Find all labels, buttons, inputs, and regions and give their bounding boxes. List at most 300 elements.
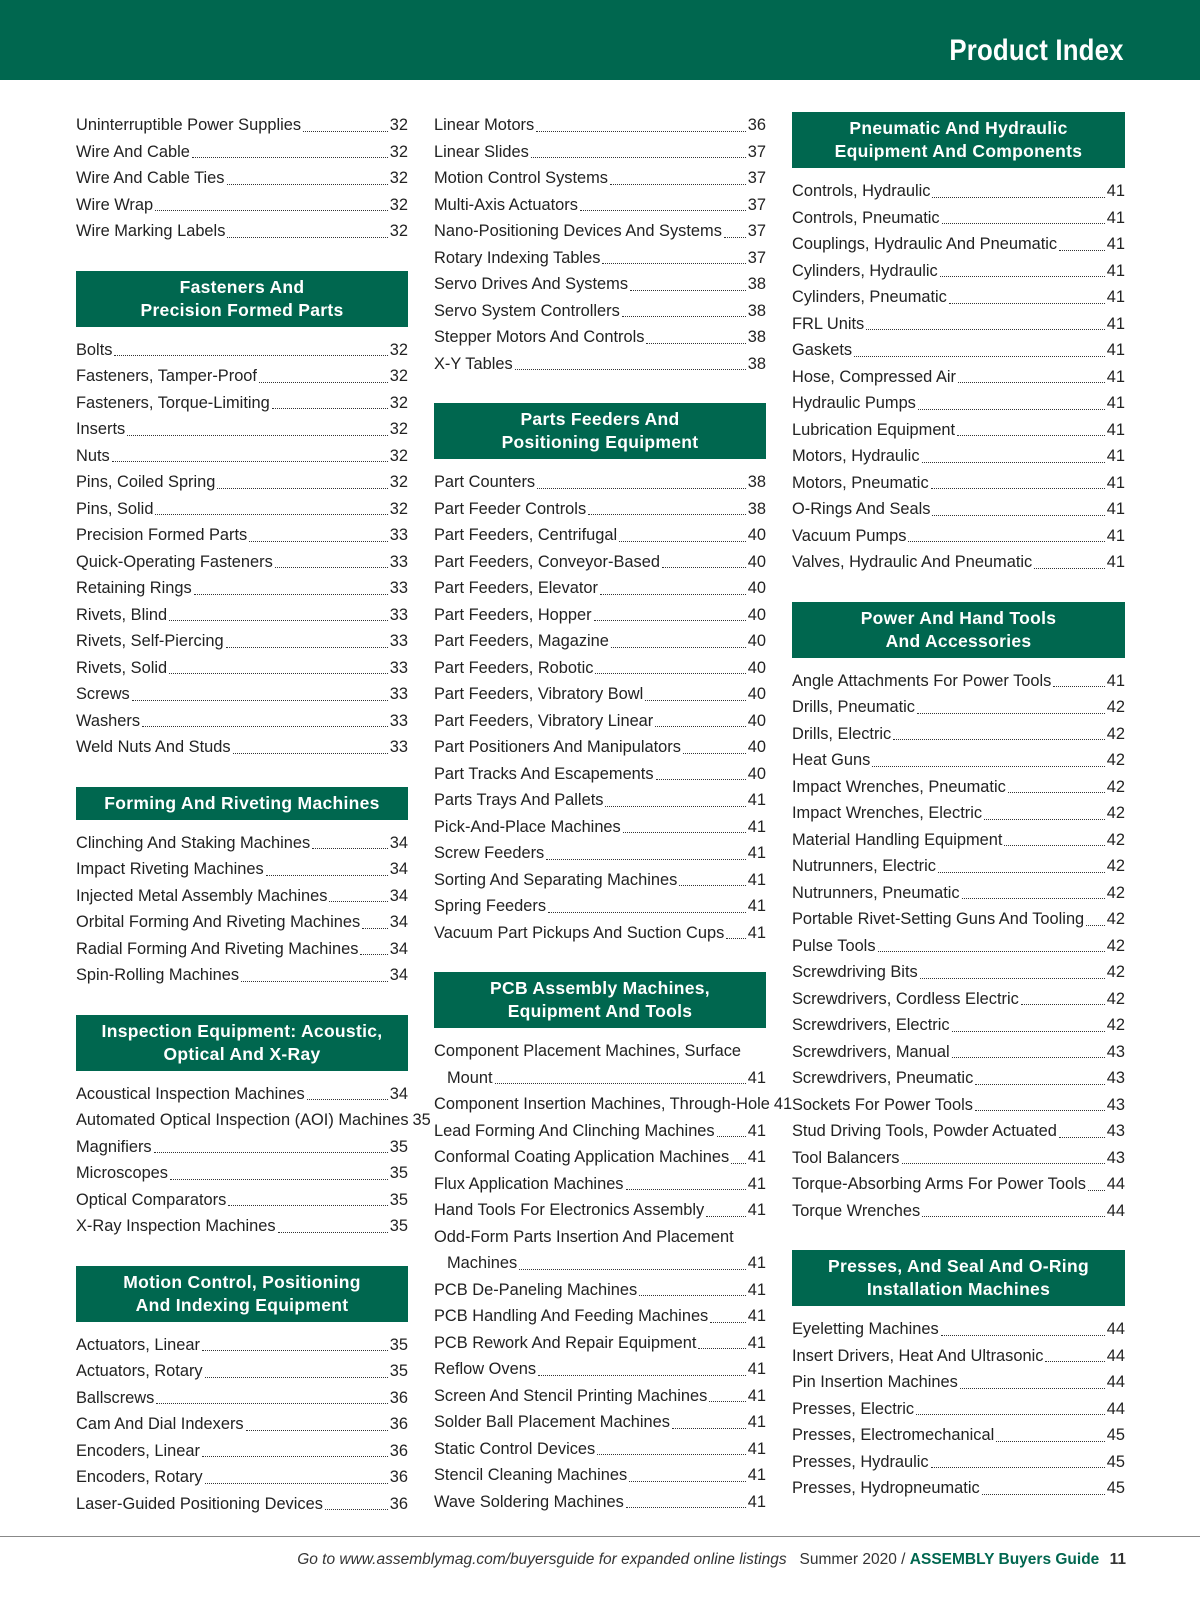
section-header-line: Parts Feeders And <box>520 409 680 429</box>
index-entry-name: Torque Wrenches <box>792 1201 921 1220</box>
section-header <box>792 112 1125 168</box>
dot-leader <box>580 210 746 211</box>
index-entry-page: 41 <box>1106 526 1125 545</box>
dot-leader <box>202 1456 388 1457</box>
dot-leader <box>1021 1004 1105 1005</box>
index-entry <box>792 1198 1125 1225</box>
index-entry-name: Gaskets <box>792 341 853 359</box>
index-entry-page: 40 <box>747 526 766 544</box>
index-entry <box>434 1065 766 1092</box>
index-entry-page: 42 <box>1106 883 1125 902</box>
dot-leader <box>672 1428 746 1429</box>
dot-leader <box>917 713 1105 714</box>
index-entry <box>434 814 766 841</box>
index-entry-page: 41 <box>747 1121 766 1140</box>
index-entry <box>434 575 766 602</box>
index-entry-name: Fasteners, Tamper-Proof <box>76 367 257 385</box>
index-entry <box>792 1118 1125 1145</box>
dot-leader <box>205 1377 388 1378</box>
section-header <box>434 403 766 459</box>
index-entry-name: Quick-Operating Fasteners <box>76 552 273 571</box>
index-entry <box>434 1091 793 1118</box>
index-entry-name: Part Tracks And Escapements <box>434 764 654 783</box>
index-entry <box>434 549 766 576</box>
index-entry-page: 38 <box>747 354 766 373</box>
index-entry <box>76 1081 408 1108</box>
index-entry-name: Stencil Cleaning Machines <box>434 1466 628 1484</box>
index-entry-page: 32 <box>389 420 408 438</box>
index-entry-page: 42 <box>1106 1016 1125 1034</box>
index-entry <box>434 761 766 788</box>
index-entry-page: 44 <box>1106 1399 1125 1418</box>
section-spacer <box>76 761 408 787</box>
section-spacer <box>792 1224 1125 1250</box>
section-header-line: Installation Machines <box>866 1279 1051 1299</box>
index-entry-name: Screw Feeders <box>434 844 545 862</box>
dot-leader <box>679 885 745 886</box>
index-entry-page: 33 <box>389 552 408 571</box>
dot-leader <box>920 978 1105 979</box>
index-entry-name: Tool Balancers <box>792 1148 900 1167</box>
index-entry <box>434 1330 766 1357</box>
index-entry-name: Actuators, Linear <box>76 1335 200 1354</box>
index-entry-name: Presses, Electromechanical <box>792 1426 995 1444</box>
dot-leader <box>622 316 746 317</box>
dot-leader <box>205 1483 388 1484</box>
index-entry <box>434 1171 766 1198</box>
dot-leader <box>233 753 388 754</box>
dot-leader <box>866 329 1105 330</box>
index-entry-page: 37 <box>747 248 766 267</box>
index-entry-name: Automated Optical Inspection (AOI) Machines <box>76 1111 409 1129</box>
index-entry <box>76 734 408 761</box>
dot-leader <box>127 435 388 436</box>
section-spacer <box>76 245 408 271</box>
index-entry <box>76 469 408 496</box>
index-entry-page: 36 <box>389 1441 408 1460</box>
dot-leader <box>960 1388 1105 1389</box>
index-entry <box>792 1343 1125 1370</box>
index-entry-name: Impact Wrenches, Pneumatic <box>792 777 1006 796</box>
index-entry-name: Presses, Hydropneumatic <box>792 1479 980 1497</box>
dot-leader <box>112 461 388 462</box>
index-entry-name: Linear Slides <box>434 142 529 161</box>
index-entry-page: 37 <box>747 222 766 240</box>
index-entry <box>76 363 408 390</box>
index-entry-name: Cylinders, Pneumatic <box>792 288 947 306</box>
dot-leader <box>155 210 388 211</box>
index-entry-page: 45 <box>1106 1479 1125 1497</box>
index-entry <box>792 747 1125 774</box>
index-entry-page: 40 <box>747 605 766 624</box>
index-entry-name: Insert Drivers, Heat And Ultrasonic <box>792 1346 1044 1365</box>
dot-leader <box>595 673 745 674</box>
index-entry-name: Cam And Dial Indexers <box>76 1415 244 1433</box>
index-entry-page: 45 <box>1106 1426 1125 1444</box>
index-entry <box>76 139 408 166</box>
dot-leader <box>626 1189 746 1190</box>
index-entry-page: 43 <box>1106 1042 1125 1061</box>
index-entry <box>76 1385 408 1412</box>
index-entry-page: 43 <box>1106 1148 1125 1167</box>
index-entry-name: Clinching And Staking Machines <box>76 833 311 852</box>
dot-leader <box>662 567 746 568</box>
index-entry <box>434 1277 766 1304</box>
dot-leader <box>312 848 388 849</box>
index-entry-wrapped-line: Component Placement Machines, Surface <box>434 1042 742 1060</box>
index-entry-name: Presses, Hydraulic <box>792 1452 929 1471</box>
index-entry-name: PCB De-Paneling Machines <box>434 1280 638 1299</box>
index-entry-page: 42 <box>1106 724 1125 743</box>
index-entry-name: Motors, Hydraulic <box>792 447 920 465</box>
dot-leader <box>1088 1190 1105 1191</box>
section-header-line: Forming And Riveting Machines <box>104 792 380 813</box>
dot-leader <box>916 1414 1105 1415</box>
dot-leader <box>724 237 746 238</box>
index-entry <box>792 694 1125 721</box>
index-entry-name: Nano-Positioning Devices And Systems <box>434 222 722 240</box>
index-entry-page: 43 <box>1106 1095 1125 1114</box>
index-entry-page: 42 <box>1106 698 1125 716</box>
index-entry-page: 40 <box>747 764 766 783</box>
dot-leader <box>1034 568 1105 569</box>
dot-leader <box>278 1232 388 1233</box>
index-entry-page: 41 <box>747 870 766 889</box>
index-entry <box>76 165 408 192</box>
index-entry-name: Multi-Axis Actuators <box>434 195 578 214</box>
section-header-line: Positioning Equipment <box>501 432 699 452</box>
dot-leader <box>908 541 1104 542</box>
index-entry <box>76 962 408 989</box>
dot-leader <box>1004 845 1104 846</box>
index-entry-page: 41 <box>747 1439 766 1458</box>
index-entry <box>434 920 766 947</box>
index-entry-page: 32 <box>389 169 408 187</box>
dot-leader <box>949 303 1105 304</box>
index-entry-page: 41 <box>747 1492 766 1511</box>
index-entry-page: 36 <box>747 116 766 134</box>
index-entry-page: 41 <box>1106 314 1125 333</box>
index-entry-name: Wire And Cable <box>76 142 190 161</box>
index-entry-name: Lead Forming And Clinching Machines <box>434 1121 715 1140</box>
index-entry-name: Part Feeders, Elevator <box>434 579 598 597</box>
index-entry <box>792 443 1125 470</box>
index-entry-name: Part Feeders, Vibratory Bowl <box>434 685 644 703</box>
dot-leader <box>241 981 388 982</box>
index-entry-page: 37 <box>747 169 766 187</box>
index-entry-name: Torque-Absorbing Arms For Power Tools <box>792 1175 1086 1193</box>
index-entry <box>792 549 1125 576</box>
header-spacer <box>434 1028 766 1038</box>
index-entry <box>76 1411 408 1438</box>
index-entry <box>792 1316 1125 1343</box>
dot-leader <box>683 753 746 754</box>
page-footer <box>297 1551 1126 1569</box>
index-entry-page: 32 <box>389 473 408 491</box>
index-entry-name: Acoustical Inspection Machines <box>76 1084 305 1103</box>
dot-leader <box>646 343 745 344</box>
index-entry <box>792 721 1125 748</box>
section-header-line: Motion Control, Positioning <box>123 1271 361 1292</box>
index-entry-page: 33 <box>389 605 408 624</box>
dot-leader <box>975 1110 1105 1111</box>
dot-leader <box>878 951 1105 952</box>
section-spacer <box>434 946 766 972</box>
footer-link-text[interactable]: Go to www.assemblymag.com/buyersguide for expanded online listings <box>297 1551 787 1568</box>
index-entry <box>792 1092 1125 1119</box>
index-entry-page: 35 <box>389 1137 408 1156</box>
index-entry <box>76 575 408 602</box>
index-entry <box>792 1039 1125 1066</box>
dot-leader <box>515 369 746 370</box>
section-header <box>434 972 766 1028</box>
index-entry-page: 41 <box>1106 671 1125 690</box>
dot-leader <box>266 875 388 876</box>
index-entry-page: 43 <box>1106 1069 1125 1087</box>
dot-leader <box>726 938 745 939</box>
index-entry-page: 41 <box>1106 341 1125 359</box>
index-entry-name: Microscopes <box>76 1164 168 1182</box>
index-entry-page: 41 <box>1106 235 1125 253</box>
index-entry-name: Sockets For Power Tools <box>792 1095 973 1114</box>
header-spacer <box>76 820 408 830</box>
index-entry-name: Rivets, Blind <box>76 605 168 624</box>
index-entry-page: 41 <box>1106 473 1125 492</box>
index-entry-page: 33 <box>389 685 408 703</box>
index-entry <box>434 602 766 629</box>
dot-leader <box>202 1350 388 1351</box>
header-spacer <box>792 168 1125 178</box>
header-spacer <box>76 1322 408 1332</box>
dot-leader <box>982 1494 1105 1495</box>
index-entry-name: Injected Metal Assembly Machines <box>76 886 328 905</box>
index-entry-name: Valves, Hydraulic And Pneumatic <box>792 553 1033 571</box>
index-entry-page: 34 <box>389 833 408 852</box>
section-header-line: Optical And X-Ray <box>163 1043 321 1064</box>
index-entry <box>76 655 408 682</box>
dot-leader <box>227 184 388 185</box>
index-entry-name: Screen And Stencil Printing Machines <box>434 1386 708 1405</box>
index-entry <box>792 827 1125 854</box>
index-entry-name: Pin Insertion Machines <box>792 1373 958 1391</box>
index-entry-name: Encoders, Rotary <box>76 1468 203 1486</box>
dot-leader <box>156 1403 387 1404</box>
index-entry-page: 41 <box>747 1360 766 1378</box>
index-entry <box>434 298 766 325</box>
index-entry-name: Screwdrivers, Cordless Electric <box>792 989 1019 1008</box>
dot-leader <box>307 1099 388 1100</box>
dot-leader <box>602 263 745 264</box>
index-entry-page: 44 <box>1106 1175 1125 1193</box>
dot-leader <box>114 355 387 356</box>
index-entry-name: Spin-Rolling Machines <box>76 966 240 984</box>
index-entry-name: O-Rings And Seals <box>792 500 931 518</box>
index-entry-name: Pulse Tools <box>792 936 876 955</box>
index-entry <box>434 655 766 682</box>
dot-leader <box>519 1269 746 1270</box>
index-entry-name: Couplings, Hydraulic And Pneumatic <box>792 235 1058 253</box>
index-entry-name: Wire Marking Labels <box>76 222 226 240</box>
dot-leader <box>1059 1137 1105 1138</box>
dot-leader <box>597 1454 746 1455</box>
section-header <box>76 787 408 820</box>
index-entry-page: 35 <box>412 1111 431 1129</box>
index-entry-page: 35 <box>389 1362 408 1380</box>
index-entry <box>434 324 766 351</box>
index-entry-wrapped-line: Odd-Form Parts Insertion And Placement <box>434 1227 734 1246</box>
index-entry <box>434 708 766 735</box>
dot-leader <box>246 1430 388 1431</box>
index-entry <box>76 1213 408 1240</box>
index-entry-page: 41 <box>1106 182 1125 200</box>
index-entry-page: 41 <box>747 844 766 862</box>
section-header-line: Precision Formed Parts <box>140 299 344 320</box>
index-entry-page: 38 <box>747 328 766 346</box>
index-entry-page: 41 <box>747 1333 766 1352</box>
index-entry <box>434 840 766 867</box>
dot-leader <box>938 872 1105 873</box>
dot-leader <box>329 901 387 902</box>
index-entry-name: Static Control Devices <box>434 1439 596 1458</box>
dot-leader <box>645 700 746 701</box>
index-entry <box>76 883 408 910</box>
index-entry-name: Screwdrivers, Electric <box>792 1016 950 1034</box>
index-entry-name: Hose, Compressed Air <box>792 367 956 386</box>
index-entry-name: Motion Control Systems <box>434 169 608 187</box>
index-entry-page: 42 <box>1106 963 1125 981</box>
index-entry <box>434 1436 766 1463</box>
dot-leader <box>226 647 388 648</box>
dot-leader <box>1053 686 1104 687</box>
index-entry-page: 36 <box>389 1468 408 1486</box>
dot-leader <box>610 184 746 185</box>
dot-leader <box>548 912 746 913</box>
dot-leader <box>932 197 1104 198</box>
dot-leader <box>362 928 388 929</box>
index-entry <box>434 1197 766 1224</box>
dot-leader <box>710 1322 746 1323</box>
index-entry-name: Part Feeders, Vibratory Linear <box>434 711 654 730</box>
index-entry <box>434 351 766 378</box>
footer-issue: Summer 2020 / <box>799 1551 906 1568</box>
dot-leader <box>902 1163 1105 1164</box>
dot-leader <box>918 409 1105 410</box>
index-entry <box>76 830 408 857</box>
index-entry-page: 41 <box>747 1148 766 1166</box>
index-entry-page: 33 <box>389 579 408 597</box>
dot-leader <box>706 1216 746 1217</box>
index-entry-name: Conformal Coating Application Machines <box>434 1148 730 1166</box>
dot-leader <box>228 1205 387 1206</box>
dot-leader <box>639 1295 746 1296</box>
index-entry-name: Spring Feeders <box>434 897 547 915</box>
index-entry <box>792 523 1125 550</box>
dot-leader <box>655 726 746 727</box>
index-entry-name: Part Counters <box>434 473 536 491</box>
index-entry-name: Controls, Pneumatic <box>792 208 940 227</box>
section-spacer <box>76 989 408 1015</box>
dot-leader <box>717 1136 746 1137</box>
index-entry-page: 41 <box>1106 261 1125 280</box>
dot-leader <box>984 819 1105 820</box>
dot-leader <box>630 290 746 291</box>
index-entry <box>434 1303 766 1330</box>
index-entry-page: 33 <box>389 658 408 677</box>
dot-leader <box>922 1216 1105 1217</box>
index-entry-name: Encoders, Linear <box>76 1441 200 1460</box>
section-header <box>76 1015 408 1071</box>
section-header-line: Fasteners And <box>179 276 305 297</box>
index-entry <box>792 880 1125 907</box>
index-entry-name: Retaining Rings <box>76 579 192 597</box>
index-entry-name: Stepper Motors And Controls <box>434 328 645 346</box>
index-entry-name: X-Ray Inspection Machines <box>76 1217 276 1235</box>
dot-leader <box>940 276 1105 277</box>
index-entry <box>792 178 1125 205</box>
index-entry-page: 34 <box>389 966 408 984</box>
index-entry-name: Vacuum Part Pickups And Suction Cups <box>434 923 725 942</box>
index-column-3 <box>792 112 1125 1502</box>
index-entry-page: 34 <box>389 913 408 931</box>
index-entry <box>792 205 1125 232</box>
index-entry-page: 42 <box>1106 777 1125 796</box>
dot-leader <box>872 766 1104 767</box>
dot-leader <box>536 131 746 132</box>
index-entry <box>434 192 766 219</box>
index-entry-name: Pins, Coiled Spring <box>76 473 216 491</box>
dot-leader <box>169 620 388 621</box>
index-entry-name: Uninterruptible Power Supplies <box>76 116 302 134</box>
index-entry-name: Eyeletting Machines <box>792 1320 939 1338</box>
index-entry-page: 41 <box>747 791 766 809</box>
index-entry-name: Fasteners, Torque-Limiting <box>76 393 270 412</box>
index-entry <box>434 1409 766 1436</box>
footer-brand: ASSEMBLY Buyers Guide <box>909 1551 1100 1568</box>
index-entry-page: 41 <box>1106 553 1125 571</box>
index-entry-name: Servo System Controllers <box>434 301 620 320</box>
index-entry-name: Washers <box>76 711 141 730</box>
index-entry <box>76 1491 408 1518</box>
dot-leader <box>854 356 1105 357</box>
dot-leader <box>1045 1361 1104 1362</box>
index-entry-page: 41 <box>1106 208 1125 227</box>
index-entry <box>434 1250 766 1277</box>
index-entry-page: 42 <box>1106 910 1125 928</box>
index-entry-page: 32 <box>389 195 408 214</box>
index-entry <box>792 959 1125 986</box>
index-entry <box>434 893 766 920</box>
index-entry <box>792 800 1125 827</box>
index-entry-page: 42 <box>1106 857 1125 875</box>
index-entry-page: 34 <box>389 939 408 958</box>
index-entry <box>434 1462 766 1489</box>
dot-leader <box>709 1401 745 1402</box>
index-entry <box>76 1134 408 1161</box>
index-entry <box>76 1438 408 1465</box>
index-entry-name: Weld Nuts And Studs <box>76 738 231 756</box>
section-header-line: And Indexing Equipment <box>135 1294 349 1315</box>
index-entry <box>76 856 408 883</box>
index-entry-page: 41 <box>747 1386 766 1405</box>
index-entry <box>434 112 766 139</box>
index-entry-name: Orbital Forming And Riveting Machines <box>76 913 361 931</box>
index-entry <box>792 496 1125 523</box>
index-entry <box>792 774 1125 801</box>
index-entry-page: 42 <box>1106 751 1125 769</box>
index-entry-name: Nutrunners, Electric <box>792 857 936 875</box>
index-entry-name: Portable Rivet-Setting Guns And Tooling <box>792 910 1085 928</box>
index-entry <box>76 496 408 523</box>
